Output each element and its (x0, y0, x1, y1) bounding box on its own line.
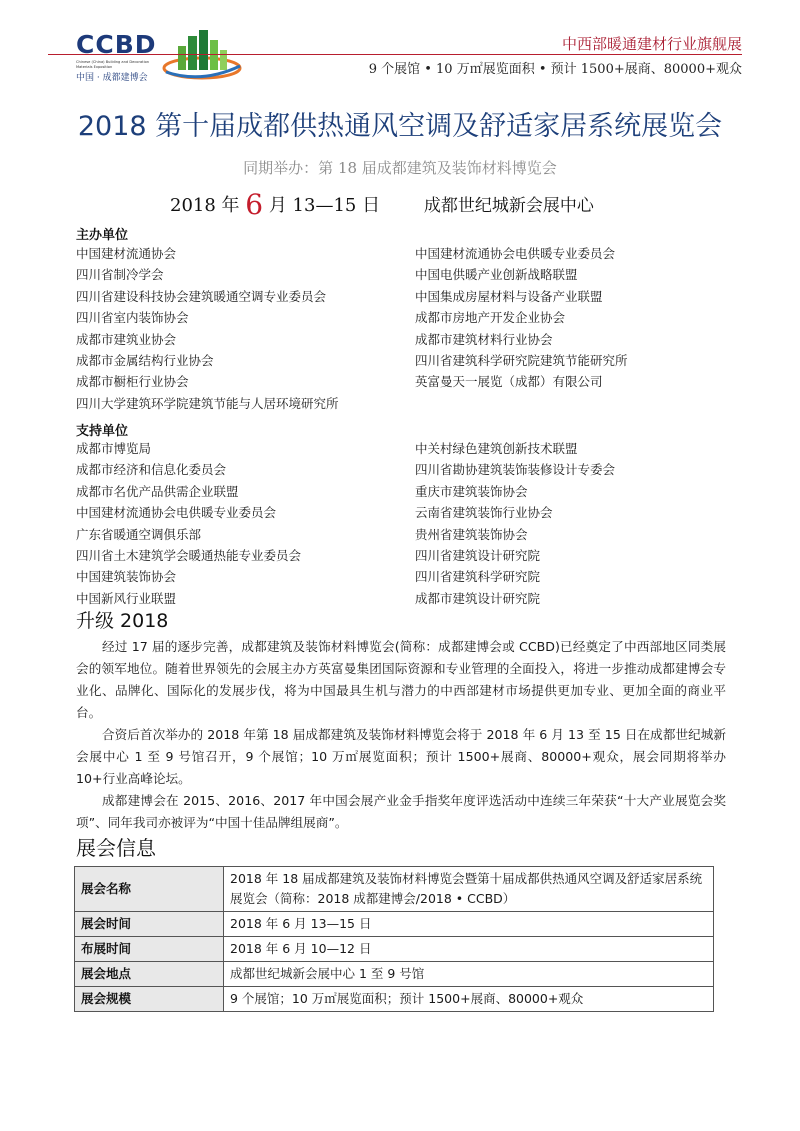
page-header (0, 0, 800, 92)
list-item: 四川省建筑设计研究院 (415, 548, 541, 564)
supporters-right-list (415, 438, 615, 609)
organizers-left-list (76, 243, 339, 414)
logo-chinese-name: 中国 · 成都建博会 (76, 73, 148, 83)
upgrade-body (76, 636, 726, 834)
row-key: 展会地点 (75, 962, 224, 987)
date-and-venue (170, 188, 594, 221)
list-item: 成都市博览局 (76, 441, 152, 456)
list-item: 广东省暖通空调俱乐部 (76, 526, 202, 542)
list-item: 贵州省建筑装饰协会 (415, 526, 528, 542)
table-row (75, 987, 714, 1012)
list-item: 中国建材流通协会 (76, 246, 177, 261)
row-value: 成都世纪城新会展中心 1 至 9 号馆 (224, 962, 714, 987)
row-value: 9 个展馆；10 万㎡展览面积；预计 1500+展商、80000+观众 (224, 987, 714, 1012)
table-row (75, 867, 714, 912)
list-item: 成都市建筑业协会 (76, 331, 177, 347)
row-key: 展会名称 (75, 867, 224, 912)
table-row (75, 962, 714, 987)
organizers-right-list (415, 243, 628, 393)
exhibition-info-table (74, 866, 714, 1012)
list-item: 中国电供暖产业创新战略联盟 (415, 267, 578, 283)
row-value: 2018 年 6 月 10—12 日 (224, 937, 714, 962)
list-item: 四川省建筑科学研究院 (415, 569, 541, 585)
table-row (75, 912, 714, 937)
list-item: 成都市橱柜行业协会 (76, 374, 189, 390)
row-value: 2018 年 18 届成都建筑及装饰材料博览会暨第十届成都供热通风空调及舒适家居系统展览会（简称：2018 成都建博会/2018 • CCBD） (224, 867, 714, 912)
table-row (75, 937, 714, 962)
organizers-heading: 主办单位 (76, 228, 129, 243)
row-key: 展会规模 (75, 987, 224, 1012)
list-item: 中国建材流通协会电供暖专业委员会 (76, 505, 277, 521)
list-item: 中关村绿色建筑创新技术联盟 (415, 441, 578, 456)
header-divider (48, 54, 742, 55)
list-item: 成都市金属结构行业协会 (76, 353, 214, 369)
concurrent-event-subtitle: 同期举办：第 18 届成都建筑及装饰材料博览会 (243, 159, 557, 177)
list-item: 成都市建筑材料行业协会 (415, 331, 553, 347)
list-item: 中国新风行业联盟 (76, 590, 177, 606)
supporters-left-list (76, 438, 301, 609)
list-item: 成都市房地产开发企业协会 (415, 310, 566, 326)
list-item: 四川省勘协建筑装饰装修设计专委会 (415, 462, 616, 478)
list-item: 四川大学建筑环学院建筑节能与人居环境研究所 (76, 395, 339, 411)
list-item: 四川省建筑科学研究院建筑节能研究所 (415, 353, 628, 369)
list-item: 中国集成房屋材料与设备产业联盟 (415, 288, 603, 304)
list-item: 成都市名优产品供需企业联盟 (76, 483, 239, 499)
header-slogan: 中西部暖通建材行业旗舰展 (561, 35, 742, 53)
row-value: 2018 年 6 月 13—15 日 (224, 912, 714, 937)
date-year: 2018 年 (170, 195, 240, 216)
date-month: 6 (245, 188, 264, 221)
date-days: 月 13—15 日 (268, 195, 381, 216)
paragraph: 经过 17 届的逐步完善，成都建筑及装饰材料博览会(简称：成都建博会或 CCBD)已经奠定了中西部地区同类展会的领军地位。随着世界领先的会展主办方英富曼集团国际资源和专业管理的全面投入，将进一步推动成都建博会专业化、品牌化、国际化的发展步伐，将为中国最具生机与潜力的中西部建材市场提供更加专业、更加全面的商业平台。 (76, 639, 726, 720)
paragraph: 合资后首次举办的 2018 年第 18 届成都建筑及装饰材料博览会将于 2018 年 6 月 13 至 15 日在成都世纪城新会展中心 1 至 9 号馆召开，9 个展馆；10 万㎡展览面积；预计 1500+展商、80000+观众，展会同期将举办 10+行业高峰论坛。 (76, 727, 726, 786)
upgrade-heading: 升级 2018 (76, 610, 169, 632)
list-item: 成都市建筑设计研究院 (415, 590, 541, 606)
list-item: 成都市经济和信息化委员会 (76, 462, 227, 478)
list-item: 英富曼天一展览（成都）有限公司 (415, 374, 603, 390)
logo-wordmark: CCBD (76, 30, 157, 59)
list-item: 云南省建筑装饰行业协会 (415, 505, 553, 521)
row-key: 展会时间 (75, 912, 224, 937)
list-item: 中国建筑装饰协会 (76, 569, 177, 585)
paragraph: 成都建博会在 2015、2016、2017 年中国会展产业金手指奖年度评选活动中连续三年荣获“十大产业展览会奖项”、同年我司亦被评为“中国十佳品牌组展商”。 (76, 793, 726, 830)
logo-english-subtitle: Chinese (China) Building and Decoration Materials Exposition (76, 60, 150, 69)
list-item: 四川省土木建筑学会暖通热能专业委员会 (76, 548, 302, 564)
list-item: 四川省室内装饰协会 (76, 310, 189, 326)
list-item: 中国建材流通协会电供暖专业委员会 (415, 246, 616, 261)
list-item: 四川省制冷学会 (76, 267, 164, 283)
exhibition-info-heading: 展会信息 (76, 836, 156, 860)
supporters-heading: 支持单位 (76, 424, 129, 439)
page-title: 2018 第十届成都供热通风空调及舒适家居系统展览会 (77, 111, 723, 142)
list-item: 四川省建设科技协会建筑暖通空调专业委员会 (76, 288, 327, 304)
row-key: 布展时间 (75, 937, 224, 962)
header-scale-info: 9 个展馆 • 10 万㎡展览面积 • 预计 1500+展商、80000+观众 (368, 62, 742, 77)
venue-name: 成都世纪城新会展中心 (423, 196, 594, 216)
list-item: 重庆市建筑装饰协会 (415, 483, 528, 499)
